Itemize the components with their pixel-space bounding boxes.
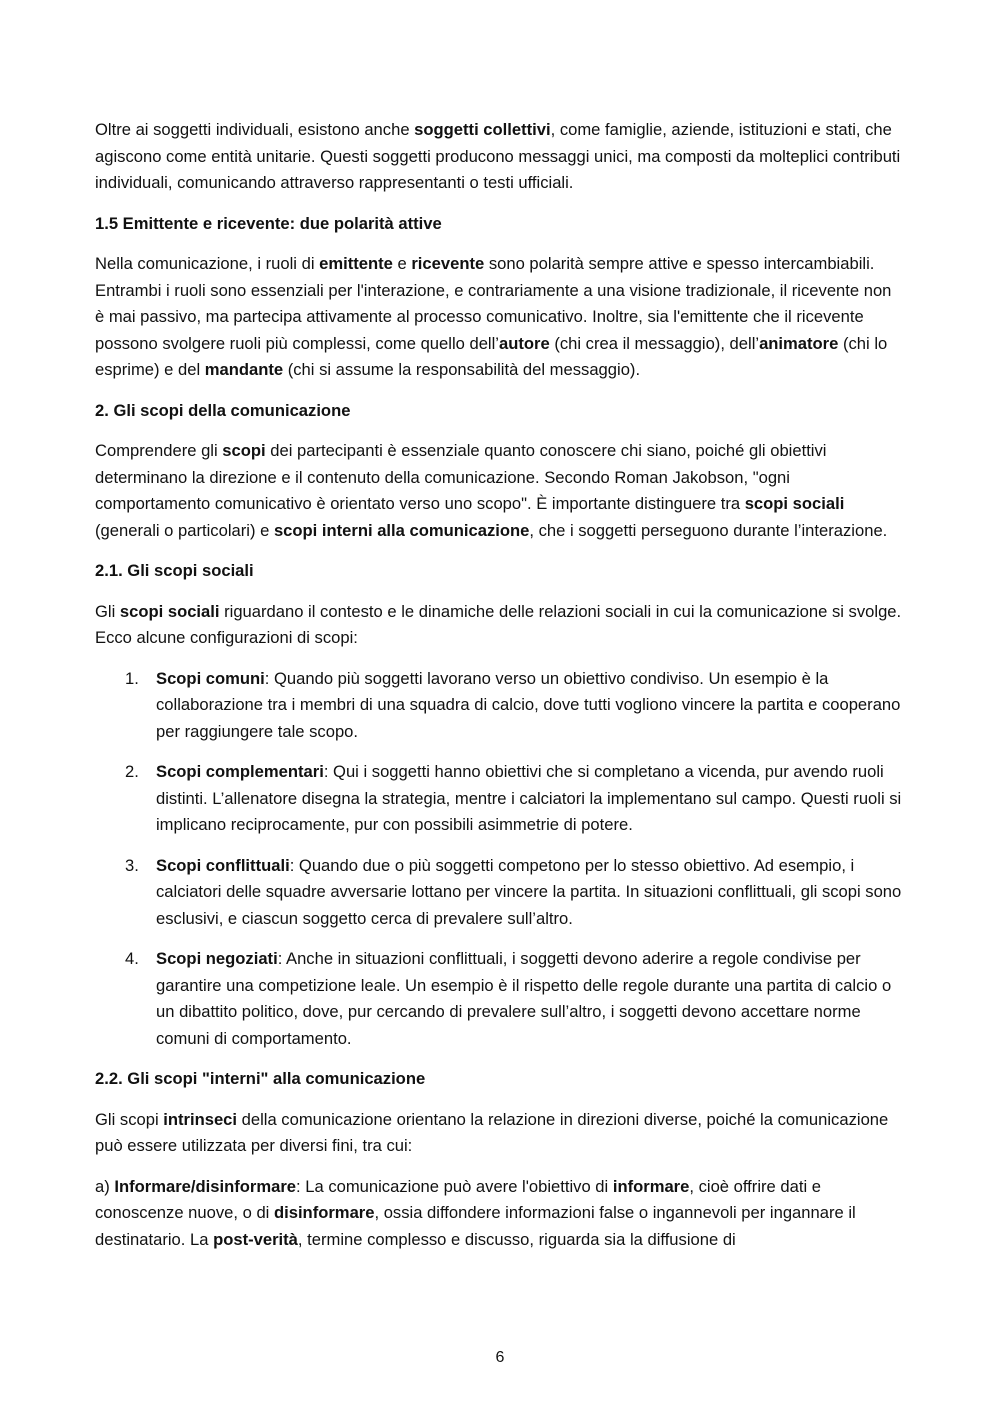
paragraph-text: riguardano il contesto e le dinamiche delle relazioni sociali in cui la comunicazione si svolge. Ecco alcune configurazioni di scopi:	[95, 601, 902, 647]
list-item-term: Scopi conflittuali	[156, 855, 290, 875]
paragraph-text: Nella comunicazione, i ruoli di	[95, 254, 320, 273]
list-number: 4.	[125, 949, 139, 968]
bold-term: Informare/disinformare	[114, 1176, 297, 1196]
paragraph	[95, 251, 905, 384]
list-number: 1.	[125, 668, 139, 688]
paragraph-text: Gli	[95, 601, 120, 621]
paragraph-text: (chi si assume la responsabilità del messaggio).	[283, 360, 641, 379]
paragraph-text: (generali o particolari) e	[95, 520, 274, 540]
section-heading: 1.5 Emittente e ricevente: due polarità attive	[95, 213, 442, 233]
numbered-list	[95, 666, 905, 1053]
paragraph	[95, 1107, 905, 1160]
paragraph-text: , cioè offrire dati e conoscenze nuove, o di	[95, 1176, 821, 1222]
paragraph-text: , come famiglie, aziende, istituzioni e stati, che agiscono come entità unitarie. Questi soggetti producono messaggi unici, ma composti da molteplici contributi individuali, comunicando attraverso rappresentanti o testi ufficiali.	[95, 120, 901, 192]
paragraph-text: Gli scopi	[95, 1109, 164, 1129]
list-item	[95, 853, 905, 933]
bold-term: scopi sociali	[744, 494, 845, 513]
bold-term: autore	[499, 333, 550, 353]
list-item-term: Scopi complementari	[156, 762, 324, 781]
bold-term: informare	[612, 1176, 690, 1196]
bold-term: animatore	[759, 333, 839, 353]
paragraph	[95, 438, 905, 544]
paragraph-text: a)	[95, 1176, 115, 1196]
bold-term: scopi sociali	[119, 601, 220, 621]
list-number: 3.	[125, 855, 139, 875]
bold-term: mandante	[204, 360, 284, 379]
list-item-text: : Qui i soggetti hanno obiettivi che si completano a vicenda, pur avendo ruoli distinti. L’allenatore disegna la strategia, mentre i calciatori la implementano sul campo. Questi ruoli si implicano reciprocamente, pur con possibili asimmetrie di potere.	[156, 762, 902, 834]
paragraph-text: , ossia diffondere informazioni false o ingannevoli per ingannare il destinatario. La	[95, 1203, 856, 1249]
list-item-text: : Quando più soggetti lavorano verso un obiettivo condiviso. Un esempio è la collaborazione tra i membri di una squadra di calcio, dove tutti vogliono vincere la partita e cooperano per raggiungere tale scopo.	[156, 668, 901, 741]
list-item-term: Scopi comuni	[156, 668, 265, 688]
section-heading: 2.1. Gli scopi sociali	[95, 561, 254, 580]
page-number: 6	[495, 1349, 505, 1366]
paragraph	[95, 1174, 905, 1254]
paragraph-text: (chi lo esprime) e del	[95, 333, 888, 379]
section-heading: 2. Gli scopi della comunicazione	[95, 400, 351, 420]
paragraph-text: (chi crea il messaggio), dell’	[549, 333, 760, 353]
page-content	[95, 117, 905, 1267]
paragraph-text: della comunicazione orientano la relazione in direzioni diverse, poiché la comunicazione può essere utilizzata per diversi fini, tra cui:	[95, 1109, 889, 1155]
list-item	[95, 759, 905, 839]
paragraph-text: dei partecipanti è essenziale quanto conoscere chi siano, poiché gli obiettivi determinano la direzione e il contenuto della comunicazione. Secondo Roman Jakobson, "ogni comportamento comunicativo è orientato verso uno scopo". È importante distinguere tra	[95, 441, 827, 513]
list-item	[95, 666, 905, 746]
bold-term: scopi	[222, 441, 266, 460]
bold-term: intrinseci	[163, 1109, 238, 1129]
list-item	[95, 946, 905, 1052]
paragraph	[95, 117, 905, 197]
paragraph-text: , che i soggetti perseguono durante l’interazione.	[529, 520, 888, 540]
paragraph-text: Oltre ai soggetti individuali, esistono anche	[95, 120, 415, 139]
bold-term: scopi interni alla comunicazione	[273, 520, 530, 540]
bold-term: ricevente	[411, 254, 485, 273]
list-item-term: Scopi negoziati	[156, 949, 278, 968]
list-number: 2.	[125, 762, 139, 781]
bold-term: post-verità	[213, 1229, 298, 1249]
bold-term: soggetti collettivi	[414, 120, 551, 139]
list-item-text: : Anche in situazioni conflittuali, i soggetti devono aderire a regole condivise per garantire una competizione leale. Un esempio è il rispetto delle regole durante una partita di calcio o un dibattito politico, dove, pur cercando di prevalere sull’altro, i soggetti devono accettare norme comuni di comportamento.	[156, 949, 892, 1048]
paragraph-text: : La comunicazione può avere l'obiettivo di	[296, 1176, 613, 1196]
paragraph-text: sono polarità sempre attive e spesso intercambiabili. Entrambi i ruoli sono essenziali per l'interazione, e contrariamente a una visione tradizionale, il ricevente non è mai passivo, ma partecipa attivamente al processo comunicativo. Inoltre, sia l'emittente che il ricevente possono svolgere ruoli più complessi, come quello dell’	[95, 254, 892, 353]
paragraph-text: e	[392, 254, 412, 273]
bold-term: disinformare	[273, 1203, 375, 1222]
list-item-text: : Quando due o più soggetti competono per lo stesso obiettivo. Ad esempio, i calciatori delle squadre avversarie lottano per vincere la partita. In situazioni conflittuali, gli scopi sono esclusivi, e ciascun soggetto cerca di prevalere sull’altro.	[156, 855, 902, 928]
bold-term: emittente	[319, 254, 393, 273]
section-heading: 2.2. Gli scopi "interni" alla comunicazione	[95, 1069, 426, 1088]
paragraph-text: Comprendere gli	[95, 441, 223, 460]
paragraph-text: , termine complesso e discusso, riguarda sia la diffusione di	[297, 1229, 736, 1249]
paragraph	[95, 599, 905, 652]
